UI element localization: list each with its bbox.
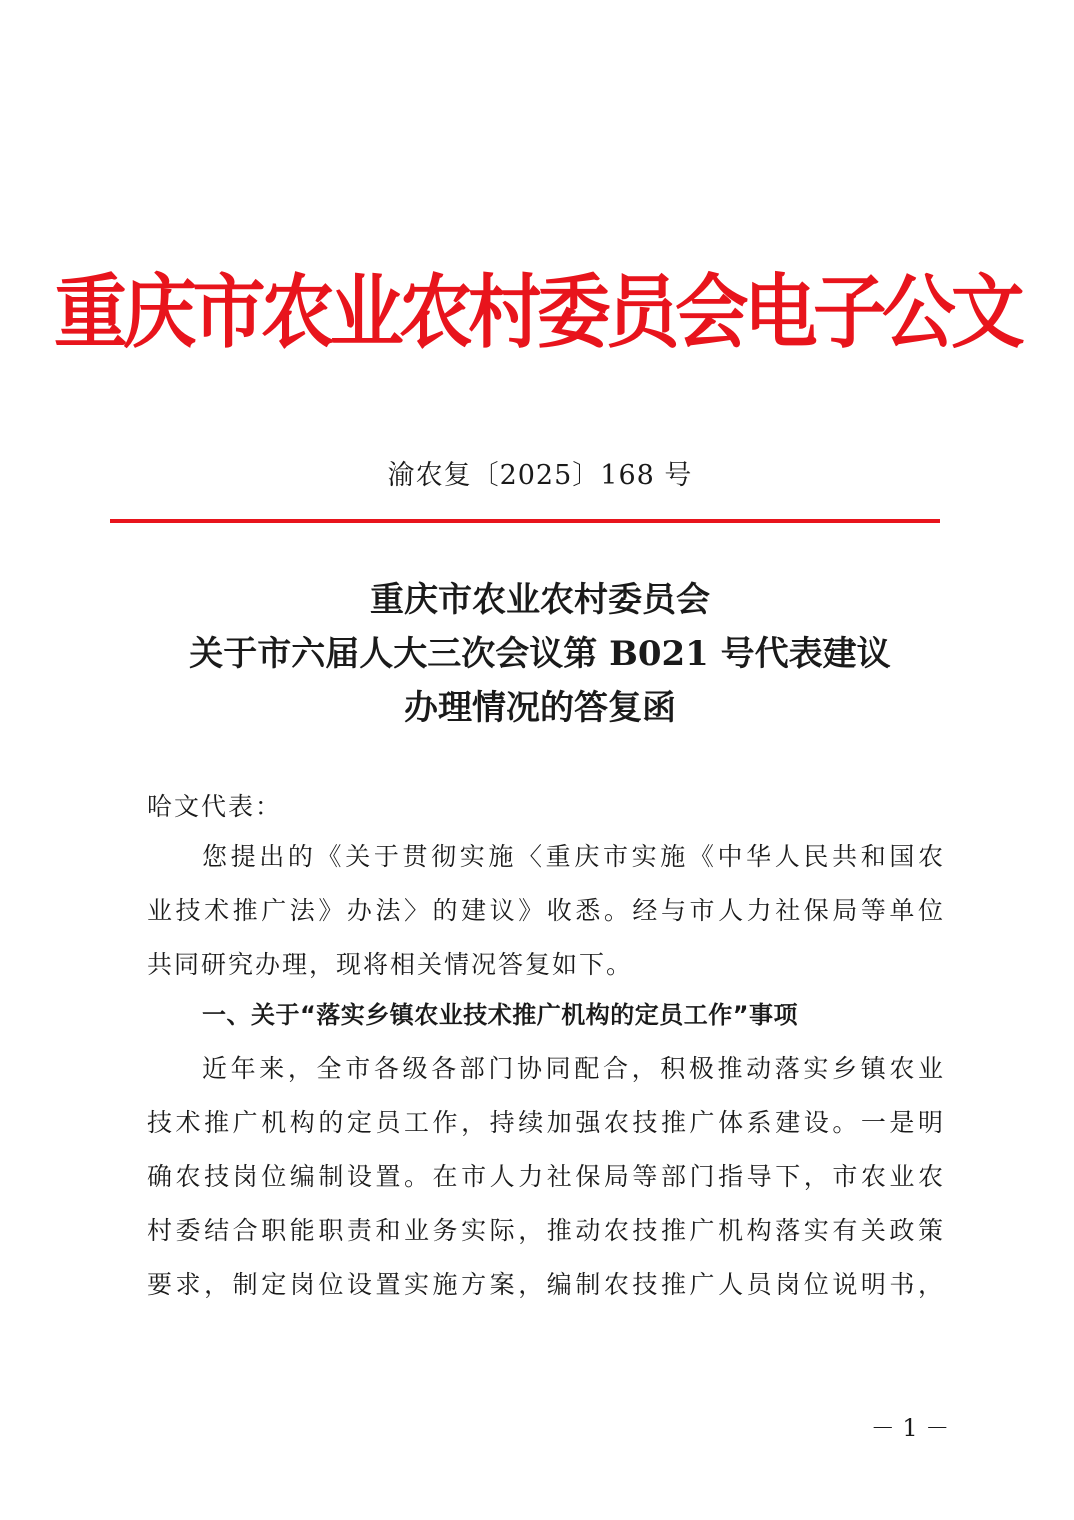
paragraph-2-line-5: 要求，制定岗位设置实施方案，编制农技推广人员岗位说明书， <box>147 1270 943 1299</box>
masthead-title: 重庆市农业农村委员会电子公文 <box>53 266 1020 359</box>
paragraph-1 <box>147 830 943 992</box>
salutation: 哈文代表： <box>147 792 283 821</box>
paragraph-1-line-2: 业技术推广法》办法〉的建议》收悉。经与市人力社保局等单位 <box>147 896 943 925</box>
paragraph-2-line-1: 近年来，全市各级各部门协同配合，积极推动落实乡镇农业 <box>202 1054 943 1083</box>
paragraph-2-line-4: 村委结合职能职责和业务实际，推动农技推广机构落实有关政策 <box>147 1216 943 1245</box>
document-title-line-2: 关于市六届人大三次会议第 B021 号代表建议 <box>189 634 891 674</box>
paragraph-1-line-3: 共同研究办理，现将相关情况答复如下。 <box>147 950 634 979</box>
document-number: 渝农复〔2025〕168 号 <box>387 460 693 491</box>
section-1-heading: 一、关于“落实乡镇农业技术推广机构的定员工作”事项 <box>202 1001 799 1029</box>
red-separator-line <box>110 519 940 523</box>
paragraph-2 <box>147 1042 943 1312</box>
paragraph-2-line-2: 技术推广机构的定员工作，持续加强农技推广体系建设。一是明 <box>147 1108 943 1137</box>
paragraph-2-line-3: 确农技岗位编制设置。在市人力社保局等部门指导下，市农业农 <box>147 1162 943 1191</box>
document-title-line-1: 重庆市农业农村委员会 <box>370 580 710 620</box>
paragraph-1-line-1: 您提出的《关于贯彻实施〈重庆市实施《中华人民共和国农 <box>202 842 943 871</box>
document-title-line-3: 办理情况的答复函 <box>404 688 676 728</box>
page-number: － 1 － <box>870 1414 950 1442</box>
